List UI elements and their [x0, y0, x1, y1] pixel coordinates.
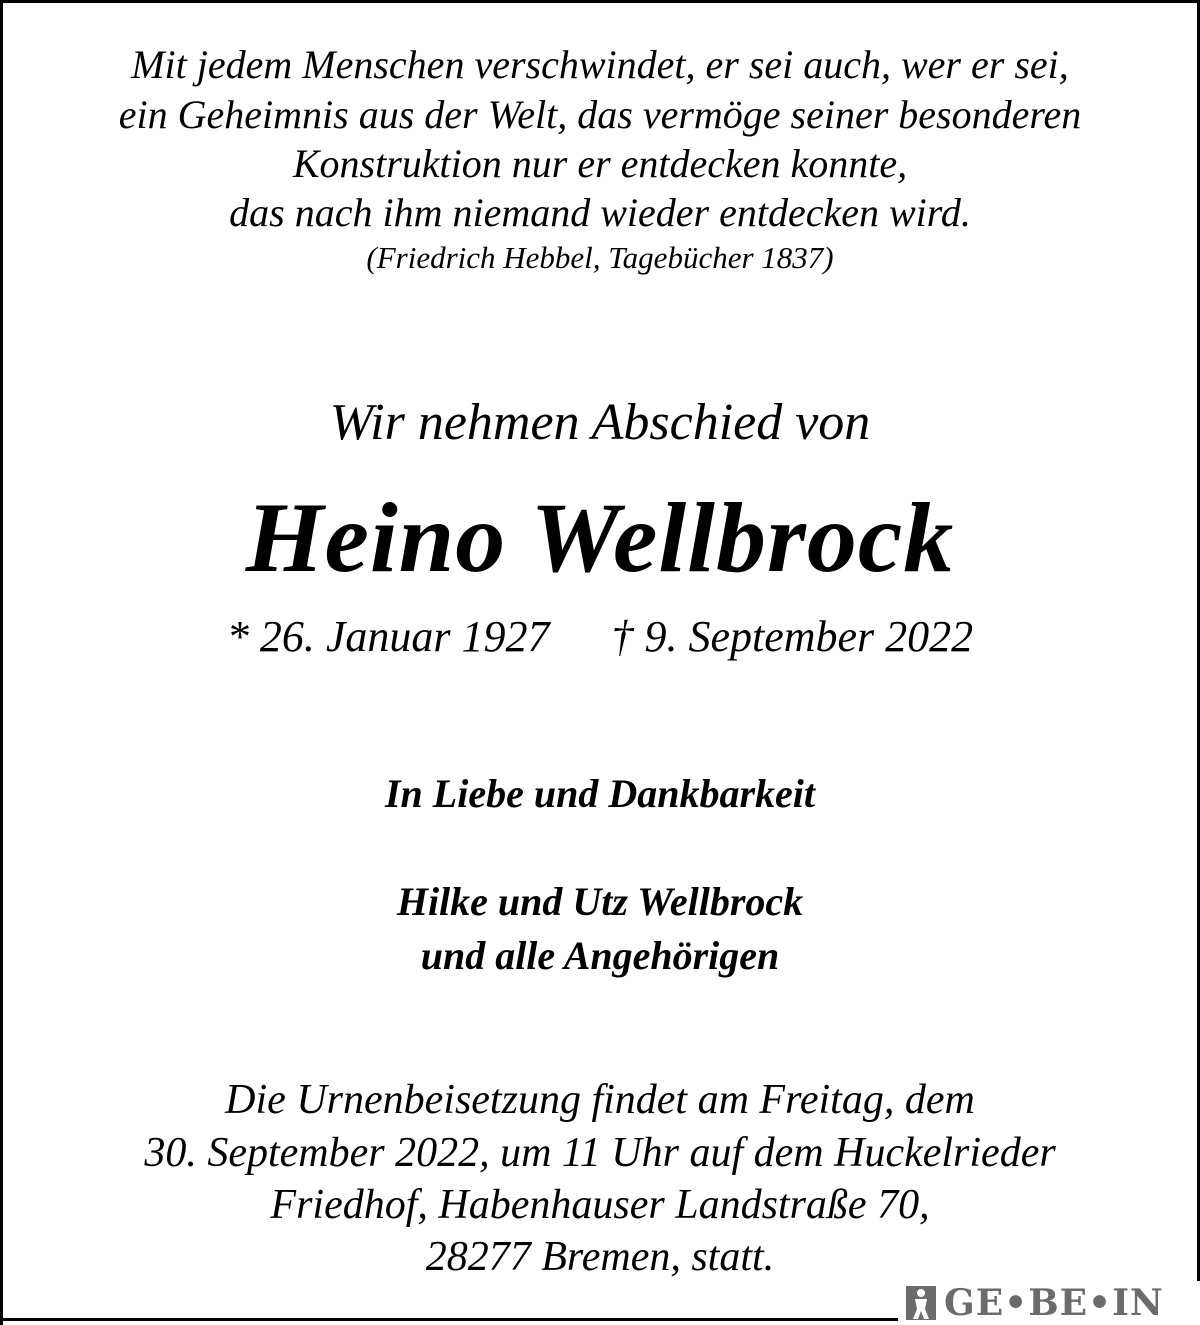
birth-date: * 26. Januar 1927 [226, 612, 550, 661]
gebein-logo-text: GE•BE•IN [944, 1282, 1164, 1324]
farewell-heading: Wir nehmen Abschied von [329, 394, 871, 451]
dedication: In Liebe und Dankbarkeit [384, 771, 816, 816]
gebein-logo [900, 1281, 1200, 1325]
mourner-names-1: Hilke und Utz Wellbrock [396, 879, 804, 924]
life-dates [0, 612, 1200, 662]
quote-line-3: Konstruktion nur er entdecken konnte, [292, 141, 908, 186]
bottom-border-line [0, 1318, 898, 1321]
funeral-line-2: 30. September 2022, um 11 Uhr auf dem Huckelrieder [144, 1130, 1056, 1176]
gebein-figure-icon [906, 1286, 936, 1320]
mourner-names-2: und alle Angehörigen [420, 933, 780, 978]
funeral-line-3: Friedhof, Habenhauser Landstraße 70, [270, 1182, 930, 1228]
quote-line-1: Mit jedem Menschen verschwindet, er sei auch, wer er sei, [131, 42, 1069, 87]
deceased-name: Heino Wellbrock [245, 482, 955, 593]
quote-line-2: ein Geheimnis aus der Welt, das vermöge seiner besonderen [118, 92, 1082, 137]
funeral-line-1: Die Urnenbeisetzung findet am Freitag, dem [225, 1077, 975, 1123]
quote-line-4: das nach ihm niemand wieder entdecken wird. [229, 190, 971, 235]
funeral-line-4: 28277 Bremen, statt. [425, 1234, 775, 1280]
death-date: † 9. September 2022 [611, 612, 974, 661]
quote-source: (Friedrich Hebbel, Tagebücher 1837) [366, 240, 834, 275]
